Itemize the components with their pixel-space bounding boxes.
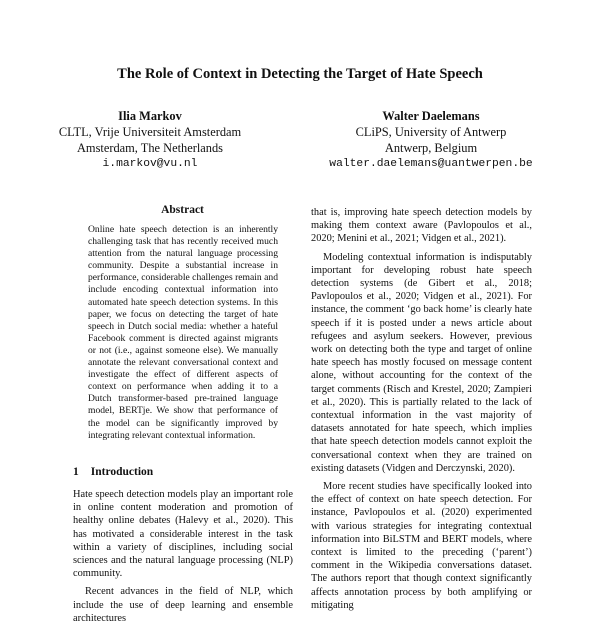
author-block-1: [0, 108, 300, 172]
section-heading: [73, 466, 153, 478]
abstract-heading: Abstract: [161, 204, 204, 216]
abstract-body: [88, 224, 278, 442]
section-title: Introduction: [90, 466, 154, 478]
author-affiliation: CLTL, Vrije Universiteit Amsterdam: [58, 125, 242, 139]
author-block-2: [300, 108, 562, 172]
paper-title: The Role of Context in Detecting the Target of Hate Speech: [117, 66, 483, 82]
right-column-body: [311, 206, 532, 612]
paragraph: Recent advances in the field of NLP, which include the use of deep learning and ensemble architectures: [73, 586, 293, 624]
author-location: Amsterdam, The Netherlands: [76, 141, 223, 155]
abstract-text: Online hate speech detection is an inherently challenging task that has recently received much attention from the natural language processing community. Despite a substantial increase in performance, considerable challenges remain and include encoding contextual information into automated hate speech detection systems. In this paper, we focus on detecting the target of hate speech in Dutch social media: whether a hateful Facebook comment is directed against migrants or not (i.e., against someone else). We manually annotate the relevant conversational context and investigate the effect of different aspects of context on performance when adding it to a Dutch transformer-based pre-trained language model, BERTje. We show that performance of the model can be significantly improved by integrating relevant contextual information.: [88, 224, 278, 441]
author-email: i.markov@vu.nl: [102, 158, 198, 170]
author-affiliation: CLiPS, University of Antwerp: [355, 125, 507, 139]
left-column-body: [73, 488, 293, 625]
section-number: 1: [73, 466, 79, 478]
paragraph: Modeling contextual information is indisputably important for developing robust hate speech detection systems (de Gibert et al., 2018; Pavlopoulos et al., 2020; Vidgen et al., 2021). For instance, the comment ‘go back home’ is clearly hate speech if it is posted under a news article about refugees and asylum seekers. However, previous work on detecting both the type and target of online hate speech has mostly focused on message content alone, without accounting for the context of the target comments (Risch and Krestel, 2020; Zampieri et al., 2020). This is partially related to the lack of contextual information in the vast majority of datasets annotated for hate speech, which implies that hate speech detection models cannot exploit the conversational context when they are trained on existing datasets (Vidgen and Derczynski, 2020).: [311, 251, 532, 474]
author-name: Walter Daelemans: [382, 109, 480, 123]
paragraph: More recent studies have specifically looked into the effect of context on hate speech detection. For instance, Pavlopoulos et al. (2020) experimented with various strategies for integrating contextual information into BiLSTM and BERT models, where context is limited to the preceding (‘parent’) comment in the Wikipedia conversations dataset. The authors report that though context significantly affects annotation process by both amplifying or mitigating: [311, 481, 532, 611]
paragraph: Hate speech detection models play an important role in online content moderation and promotion of healthy online debates (Halevy et al., 2020). This has motivated a considerable interest in the task within a variety of disciplines, including social sciences and the natural language processing (NLP) community.: [73, 489, 293, 580]
author-location: Antwerp, Belgium: [384, 141, 478, 155]
paragraph: that is, improving hate speech detection models by making them context aware (Pavlopoulos et al., 2020; Menini et al., 2021; Vidgen et al., 2021).: [311, 207, 532, 245]
author-name: Ilia Markov: [118, 109, 182, 123]
author-email: walter.daelemans@uantwerpen.be: [329, 158, 533, 170]
